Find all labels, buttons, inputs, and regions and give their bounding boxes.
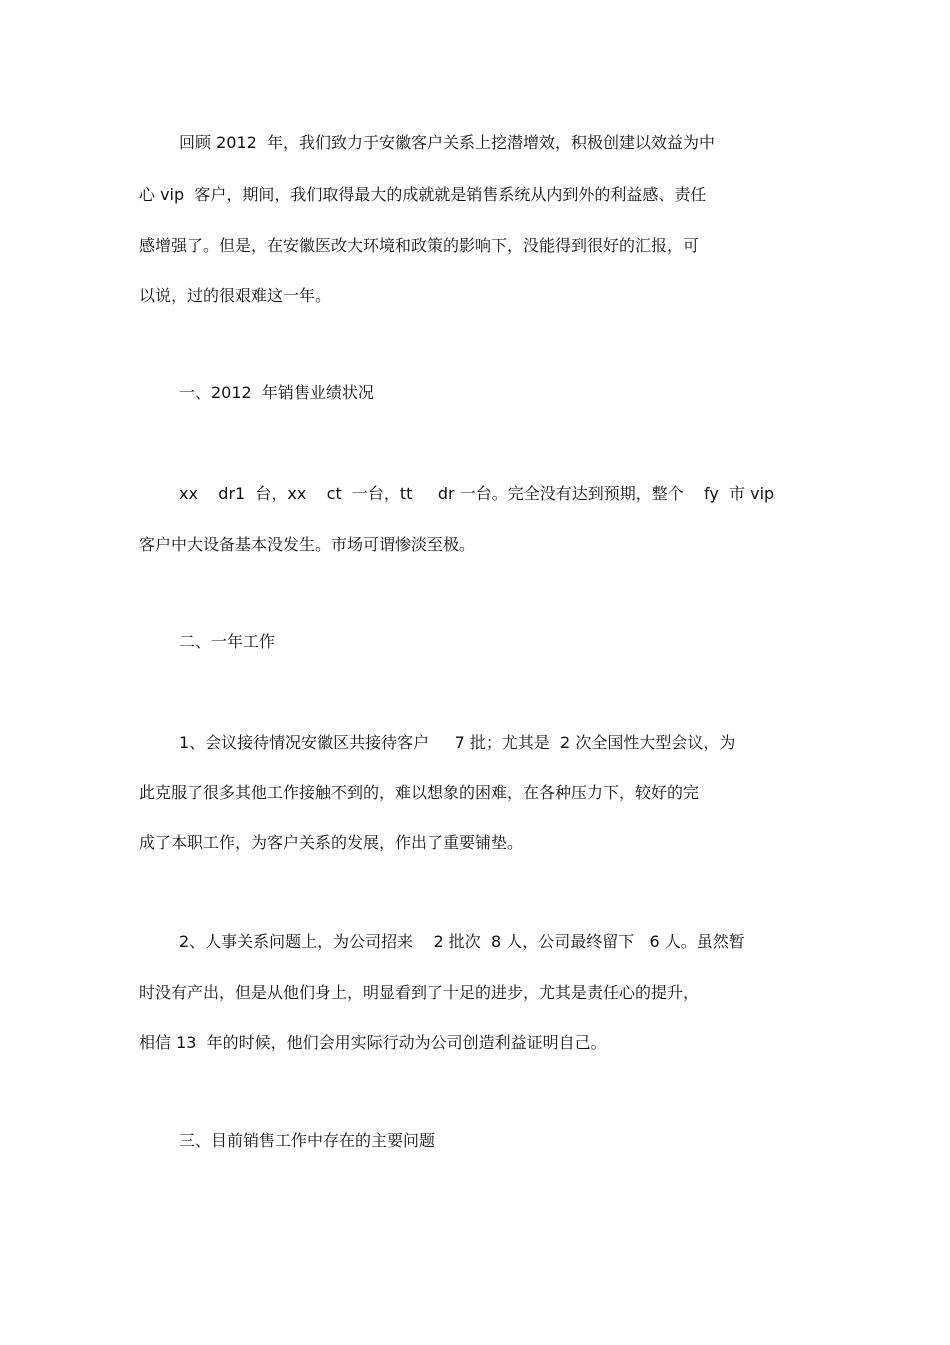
- paragraph-4-line-1: 2、人事关系问题上，为公司招来 2 批次 8 人，公司最终留下 6 人。虽然暂: [179, 932, 745, 951]
- paragraph-4-line-3: 相信 13 年的时候，他们会用实际行动为公司创造利益证明自己。: [139, 1033, 607, 1052]
- paragraph-3-line-1: 1、会议接待情况安徽区共接待客户 7 批；尤其是 2 次全国性大型会议，为: [179, 733, 736, 752]
- paragraph-3-line-2: 此克服了很多其他工作接触不到的，难以想象的困难，在各种压力下，较好的完: [139, 783, 700, 802]
- paragraph-1-line-2: 心 vip 客户，期间，我们取得最大的成就就是销售系统从内到外的利益感、责任: [139, 185, 707, 204]
- paragraph-3-line-3: 成了本职工作，为客户关系的发展，作出了重要铺垫。: [139, 833, 524, 852]
- paragraph-4-line-2: 时没有产出，但是从他们身上，明显看到了十足的进步，尤其是责任心的提升，: [139, 983, 700, 1002]
- paragraph-1-line-1: 回顾 2012 年，我们致力于安徽客户关系上挖潜增效，积极创建以效益为中: [179, 133, 715, 152]
- paragraph-2-line-1: xx dr1 台，xx ct 一台，tt dr 一台。完全没有达到预期，整个 fy 市 vip: [179, 484, 775, 503]
- paragraph-1-line-4: 以说，过的很艰难这一年。: [139, 286, 332, 305]
- paragraph-1-line-3: 感增强了。但是，在安徽医改大环境和政策的影响下，没能得到很好的汇报，可: [139, 236, 700, 255]
- section-heading-1: 一、2012 年销售业绩状况: [179, 383, 374, 402]
- paragraph-2-line-2: 客户中大设备基本没发生。市场可谓惨淡至极。: [139, 535, 476, 554]
- section-heading-2: 二、一年工作: [179, 632, 276, 651]
- section-heading-3: 三、目前销售工作中存在的主要问题: [179, 1131, 436, 1150]
